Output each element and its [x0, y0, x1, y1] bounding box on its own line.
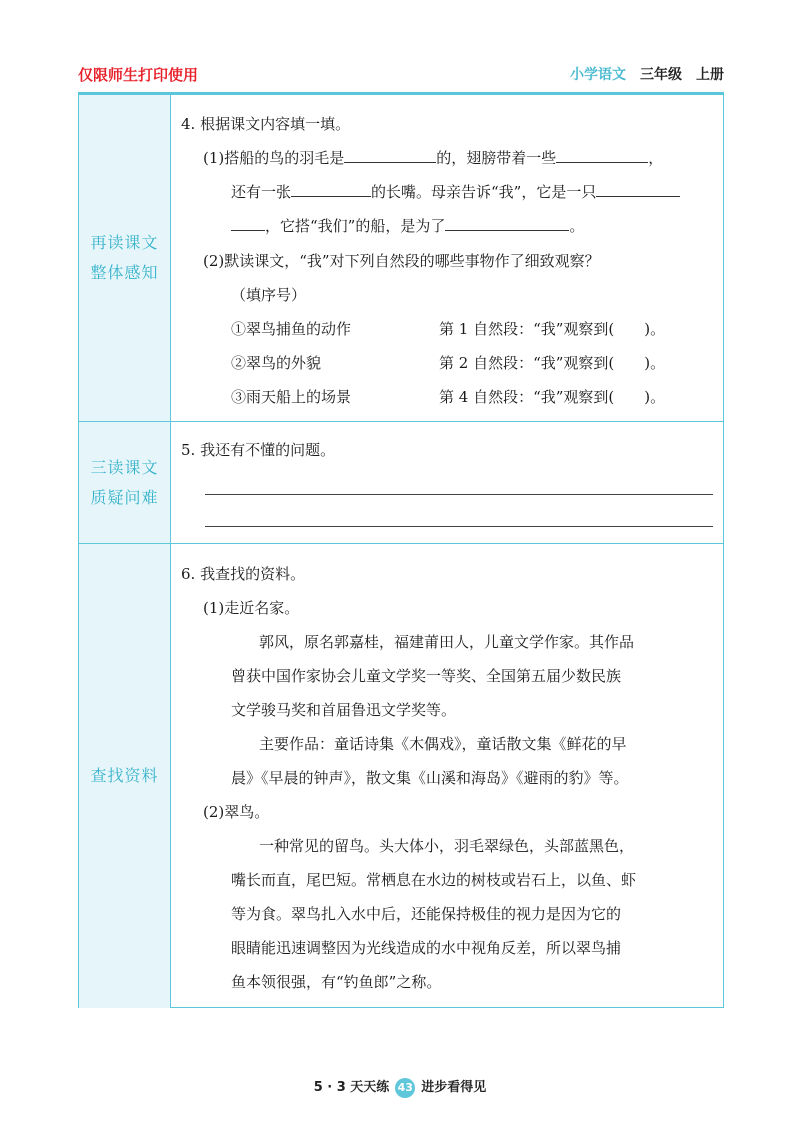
paragraph-line: 曾获中国作家协会儿童文学奖一等奖、全国第五届少数民族	[231, 667, 622, 685]
paragraph-line: 晨》《早晨的钟声》，散文集《山溪和海岛》《避雨的豹》等。	[231, 769, 629, 787]
fill-blank[interactable]	[445, 215, 569, 231]
label-line: 三读课文	[90, 457, 159, 477]
option-2-answer[interactable]: 第 2 自然段：“我”观察到( )。	[439, 354, 666, 372]
question-6-title: 6. 我查找的资料。	[181, 565, 306, 583]
paragraph-line: 鱼本领很强，有“钓鱼郎”之称。	[231, 973, 442, 991]
paragraph-line: 嘴长而直，尾巴短。常栖息在水边的树枝或岩石上，以鱼、虾	[231, 871, 637, 889]
question-4-1-line3	[231, 215, 584, 237]
paragraph-line: 主要作品：童话诗集《木偶戏》，童话散文集《鲜花的早	[259, 735, 627, 753]
fill-text: 的长嘴。母亲告诉“我”，它是一只	[371, 183, 597, 201]
paragraph-line: 文学骏马奖和首届鲁迅文学奖等。	[231, 701, 457, 719]
grade-info	[570, 64, 724, 84]
fill-blank[interactable]	[231, 215, 265, 231]
fill-blank[interactable]	[291, 181, 371, 197]
option-3: ③雨天船上的场景	[231, 388, 352, 406]
paragraph-line: 一种常见的留鸟。头大体小，羽毛翠绿色，头部蓝黑色，	[259, 837, 635, 855]
section-content	[171, 422, 723, 543]
page-footer	[0, 1076, 800, 1098]
part-1-title: (1)走近名家。	[203, 599, 300, 617]
fill-blank[interactable]	[596, 181, 680, 197]
footer-slogan: 进步看得见	[421, 1080, 487, 1095]
section-label-research	[79, 544, 171, 1008]
label-line: 再读课文	[90, 233, 159, 252]
watermark-text: 仅限师生打印使用	[78, 66, 199, 84]
question-5-title: 5. 我还有不懂的问题。	[181, 441, 336, 459]
question-4-2-line2: （填序号）	[231, 286, 307, 304]
question-4-1-line1	[203, 147, 663, 169]
part-2-title: (2)翠鸟。	[203, 803, 270, 821]
label-line: 整体感知	[90, 263, 159, 282]
page-header	[78, 58, 724, 94]
subject-label: 小学语文	[570, 67, 626, 83]
paragraph-line: 郭风，原名郭嘉桂，福建莆田人，儿童文学作家。其作品	[259, 633, 635, 651]
section-research	[79, 543, 723, 1008]
fill-text: (1)搭船的鸟的羽毛是	[203, 149, 345, 167]
section-label-reread	[79, 95, 171, 421]
fill-blank[interactable]	[556, 147, 648, 163]
option-2: ②翠鸟的外貌	[231, 354, 322, 372]
section-content	[171, 544, 723, 1008]
fill-text: 还有一张	[231, 183, 292, 201]
grade-label: 三年级	[640, 67, 682, 83]
option-1-answer[interactable]: 第 1 自然段：“我”观察到( )。	[439, 320, 666, 338]
fill-blank[interactable]	[344, 147, 436, 163]
section-content	[171, 95, 723, 421]
question-4-1-line2	[231, 181, 680, 203]
worksheet-table	[78, 94, 724, 1008]
option-3-answer[interactable]: 第 4 自然段：“我”观察到( )。	[439, 388, 666, 406]
section-label-questions	[79, 422, 171, 543]
volume-label: 上册	[696, 67, 724, 83]
question-4-2-line1: (2)默读课文，“我”对下列自然段的哪些事物作了细致观察？	[203, 252, 600, 270]
fill-text: 。	[569, 217, 585, 235]
label-line: 质疑问难	[90, 487, 159, 507]
footer-brand: 5 · 3 天天练	[313, 1080, 390, 1095]
paragraph-line: 等为食。翠鸟扎入水中后，还能保持极佳的视力是因为它的	[231, 905, 622, 923]
fill-text: ，它搭“我们”的船，是为了	[265, 217, 446, 235]
fill-text: 的，翅膀带着一些	[436, 149, 557, 167]
page-number: 43	[395, 1078, 415, 1098]
paragraph-line: 眼睛能迅速调整因为光线造成的水中视角反差，所以翠鸟捕	[231, 939, 622, 957]
answer-line[interactable]	[205, 494, 713, 495]
option-1: ①翠鸟捕鱼的动作	[231, 320, 352, 338]
fill-text: ，	[648, 149, 664, 167]
answer-line[interactable]	[205, 526, 713, 527]
label-line: 查找资料	[90, 766, 159, 785]
section-reread	[79, 94, 723, 421]
question-4-title: 4. 根据课文内容填一填。	[181, 115, 351, 133]
section-questions	[79, 421, 723, 543]
